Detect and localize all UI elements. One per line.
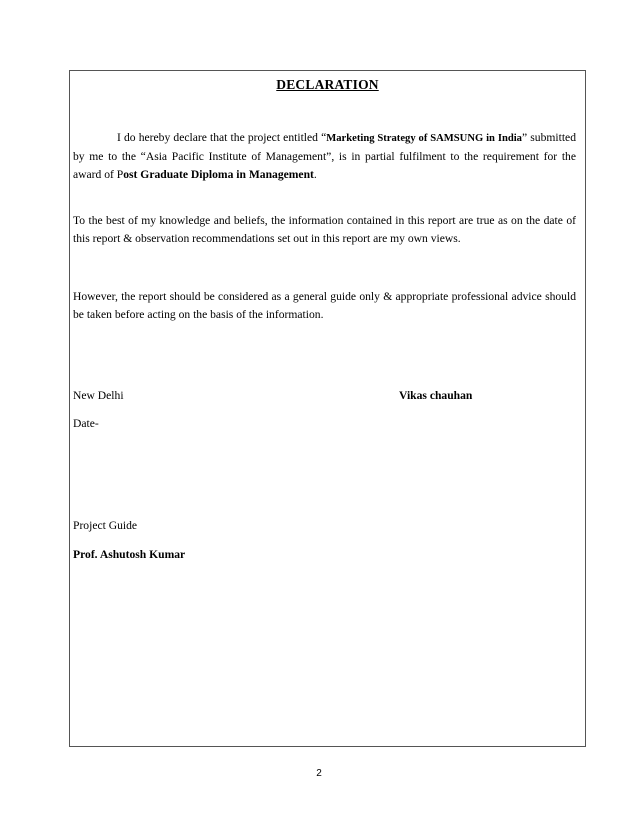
signatory-name: Vikas chauhan [399, 389, 473, 402]
disclaimer-paragraph: However, the report should be considered as a general guide only & appropriate professional advice should be taken before acting on the basis of the information. [73, 290, 576, 321]
page-number: 2 [316, 768, 322, 779]
place-label: New Delhi [73, 389, 124, 402]
knowledge-paragraph: To the best of my knowledge and beliefs, the information contained in this report are true as on the date of this report & observation recommendations set out in this report are my own views. [73, 214, 576, 245]
declaration-text-middle: ” submitted by me to the “Asia Pacific Institute of Management”, is in partial fulfilment to the requirement for the award of [73, 131, 577, 181]
page-title: DECLARATION [276, 77, 379, 92]
project-guide-name: Prof. Ashutosh Kumar [73, 548, 186, 561]
degree-first-letter: P [116, 168, 124, 181]
project-guide-label: Project Guide [73, 519, 138, 532]
degree-name: ost Graduate Diploma in Management [123, 168, 314, 181]
declaration-paragraph [73, 129, 576, 184]
date-label: Date- [73, 417, 99, 430]
declaration-text-end: . [313, 168, 317, 181]
declaration-text-start: I do hereby declare that the project entitled “ [117, 131, 327, 144]
project-title: Marketing Strategy of SAMSUNG in India [326, 133, 522, 144]
declaration-frame [69, 70, 586, 747]
